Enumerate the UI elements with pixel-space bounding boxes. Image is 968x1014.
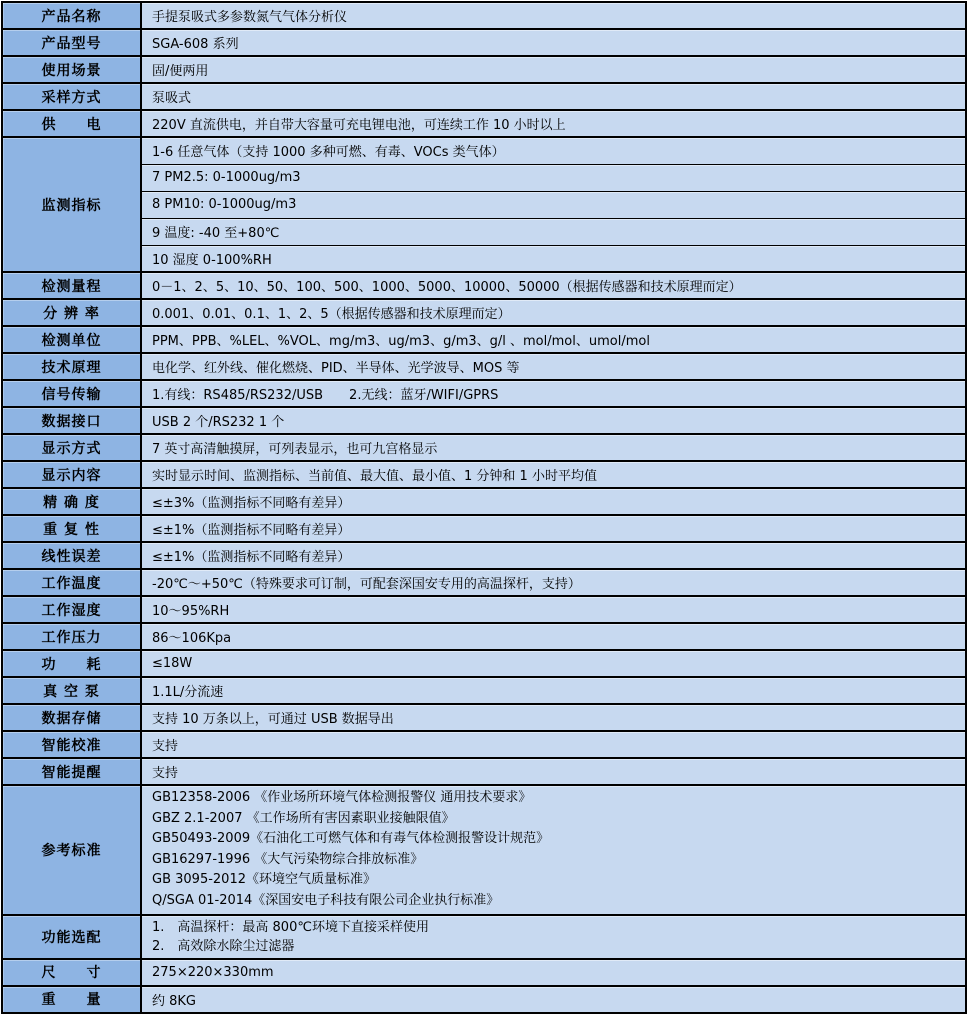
spec-label: 监测指标 [2, 137, 141, 272]
row-data-interface [2, 407, 966, 434]
row-monitoring-indicators [2, 137, 966, 164]
row-vacuum-pump [2, 677, 966, 704]
spec-value: 支持 [141, 731, 966, 758]
spec-label: 重 量 [2, 986, 141, 1013]
optional-feature-line: 2. 高效除水除尘过滤器 [152, 938, 295, 954]
spec-value: -20℃～+50℃（特殊要求可订制，可配套深国安专用的高温探杆，支持） [141, 569, 966, 596]
spec-value: 220V 直流供电，并自带大容量可充电锂电池，可连续工作 10 小时以上 [141, 110, 966, 137]
row-monitoring-item [2, 245, 966, 272]
spec-value-monitor-item: 7 PM2.5: 0-1000ug/m3 [141, 164, 966, 191]
spec-value: 固/便两用 [141, 56, 966, 83]
spec-value: 电化学、红外线、催化燃烧、PID、半导体、光学波导、MOS 等 [141, 353, 966, 380]
spec-label: 显示方式 [2, 434, 141, 461]
reference-standard-line: GBZ 2.1-2007 《工作场所有害因素职业接触限值》 [152, 810, 455, 826]
spec-label: 参考标准 [2, 785, 141, 915]
spec-value: 1.有线：RS485/RS232/USB 2.无线：蓝牙/WIFI/GPRS [141, 380, 966, 407]
spec-value: 7 英寸高清触摸屏，可列表显示，也可九宫格显示 [141, 434, 966, 461]
reference-standard-line: GB12358-2006 《作业场所环境气体检测报警仪 通用技术要求》 [152, 790, 532, 805]
spec-value: ≤±1%（监测指标不同略有差异） [141, 542, 966, 569]
spec-value: ≤±3%（监测指标不同略有差异） [141, 488, 966, 515]
row-operating-pressure [2, 623, 966, 650]
spec-label: 数据存储 [2, 704, 141, 731]
spec-value: 10～95%RH [141, 596, 966, 623]
spec-value: ≤±1%（监测指标不同略有差异） [141, 515, 966, 542]
row-accuracy [2, 488, 966, 515]
spec-label: 使用场景 [2, 56, 141, 83]
row-power-supply [2, 110, 966, 137]
spec-value: 275×220×330mm [141, 959, 966, 986]
row-usage-scenario [2, 56, 966, 83]
spec-label: 工作湿度 [2, 596, 141, 623]
spec-value-monitor-item: 9 温度: -40 至+80℃ [141, 218, 966, 245]
spec-value-monitor-item: 8 PM10: 0-1000ug/m3 [141, 191, 966, 218]
row-technical-principle [2, 353, 966, 380]
row-smart-calibration [2, 731, 966, 758]
spec-value: SGA-608 系列 [141, 29, 966, 56]
row-signal-transmission [2, 380, 966, 407]
spec-value: 支持 10 万条以上，可通过 USB 数据导出 [141, 704, 966, 731]
spec-value: 实时显示时间、监测指标、当前值、最大值、最小值、1 分钟和 1 小时平均值 [141, 461, 966, 488]
spec-label: 真 空 泵 [2, 677, 141, 704]
row-dimensions [2, 959, 966, 986]
row-detection-range [2, 272, 966, 299]
spec-label: 尺 寸 [2, 959, 141, 986]
spec-label: 显示内容 [2, 461, 141, 488]
spec-label: 重 复 性 [2, 515, 141, 542]
spec-value: 1.1L/分流速 [141, 677, 966, 704]
spec-value-monitor-item: 1-6 任意气体（支持 1000 多种可燃、有毒、VOCs 类气体） [141, 137, 966, 164]
spec-label: 智能校准 [2, 731, 141, 758]
row-power-consumption [2, 650, 966, 677]
row-sampling-method [2, 83, 966, 110]
spec-value: 0－1、2、5、10、50、100、500、1000、5000、10000、50000（根据传感器和技术原理而定） [141, 272, 966, 299]
spec-label: 检测单位 [2, 326, 141, 353]
reference-standard-line: Q/SGA 01-2014《深国安电子科技有限公司企业执行标准》 [152, 892, 500, 908]
spec-value: 支持 [141, 758, 966, 785]
spec-value: 泵吸式 [141, 83, 966, 110]
spec-value: 0.001、0.01、0.1、1、2、5（根据传感器和技术原理而定） [141, 299, 966, 326]
spec-value: ≤18W [141, 650, 966, 677]
spec-label: 信号传输 [2, 380, 141, 407]
row-weight [2, 986, 966, 1013]
row-resolution [2, 299, 966, 326]
spec-label: 分 辨 率 [2, 299, 141, 326]
spec-value: 手提泵吸式多参数氮气气体分析仪 [141, 2, 966, 29]
row-detection-unit [2, 326, 966, 353]
row-operating-temperature [2, 569, 966, 596]
spec-value: 约 8KG [141, 986, 966, 1013]
row-operating-humidity [2, 596, 966, 623]
row-smart-reminder [2, 758, 966, 785]
row-model [2, 29, 966, 56]
row-monitoring-item [2, 191, 966, 218]
row-optional-features [2, 915, 966, 959]
spec-value-reference-standards [141, 785, 966, 915]
row-linearity-error [2, 542, 966, 569]
spec-label: 功能选配 [2, 915, 141, 959]
spec-value: USB 2 个/RS232 1 个 [141, 407, 966, 434]
optional-feature-line: 1. 高温探杆：最高 800℃环境下直接采样使用 [152, 919, 429, 935]
product-spec-table [1, 1, 967, 1014]
spec-value-monitor-item: 10 湿度 0-100%RH [141, 245, 966, 272]
row-data-storage [2, 704, 966, 731]
spec-value: 86～106Kpa [141, 623, 966, 650]
reference-standard-line: GB 3095-2012《环境空气质量标准》 [152, 872, 376, 888]
row-repeatability [2, 515, 966, 542]
spec-label: 产品名称 [2, 2, 141, 29]
spec-label: 产品型号 [2, 29, 141, 56]
spec-label: 智能提醒 [2, 758, 141, 785]
row-monitoring-item [2, 164, 966, 191]
spec-label: 数据接口 [2, 407, 141, 434]
spec-label: 工作压力 [2, 623, 141, 650]
spec-label: 采样方式 [2, 83, 141, 110]
spec-value-optional-features [141, 915, 966, 959]
spec-label: 技术原理 [2, 353, 141, 380]
row-display-mode [2, 434, 966, 461]
spec-value: PPM、PPB、%LEL、%VOL、mg/m3、ug/m3、g/m3、g/l 、mol/mol、umol/mol [141, 326, 966, 353]
spec-label: 精 确 度 [2, 488, 141, 515]
reference-standard-line: GB50493-2009《石油化工可燃气体和有毒气体检测报警设计规范》 [152, 831, 550, 847]
row-display-content [2, 461, 966, 488]
row-product-name [2, 2, 966, 29]
row-monitoring-item [2, 218, 966, 245]
spec-label: 供 电 [2, 110, 141, 137]
spec-label: 检测量程 [2, 272, 141, 299]
spec-label: 线性误差 [2, 542, 141, 569]
spec-label: 功 耗 [2, 650, 141, 677]
row-reference-standards [2, 785, 966, 915]
spec-label: 工作温度 [2, 569, 141, 596]
reference-standard-line: GB16297-1996 《大气污染物综合排放标准》 [152, 851, 424, 867]
